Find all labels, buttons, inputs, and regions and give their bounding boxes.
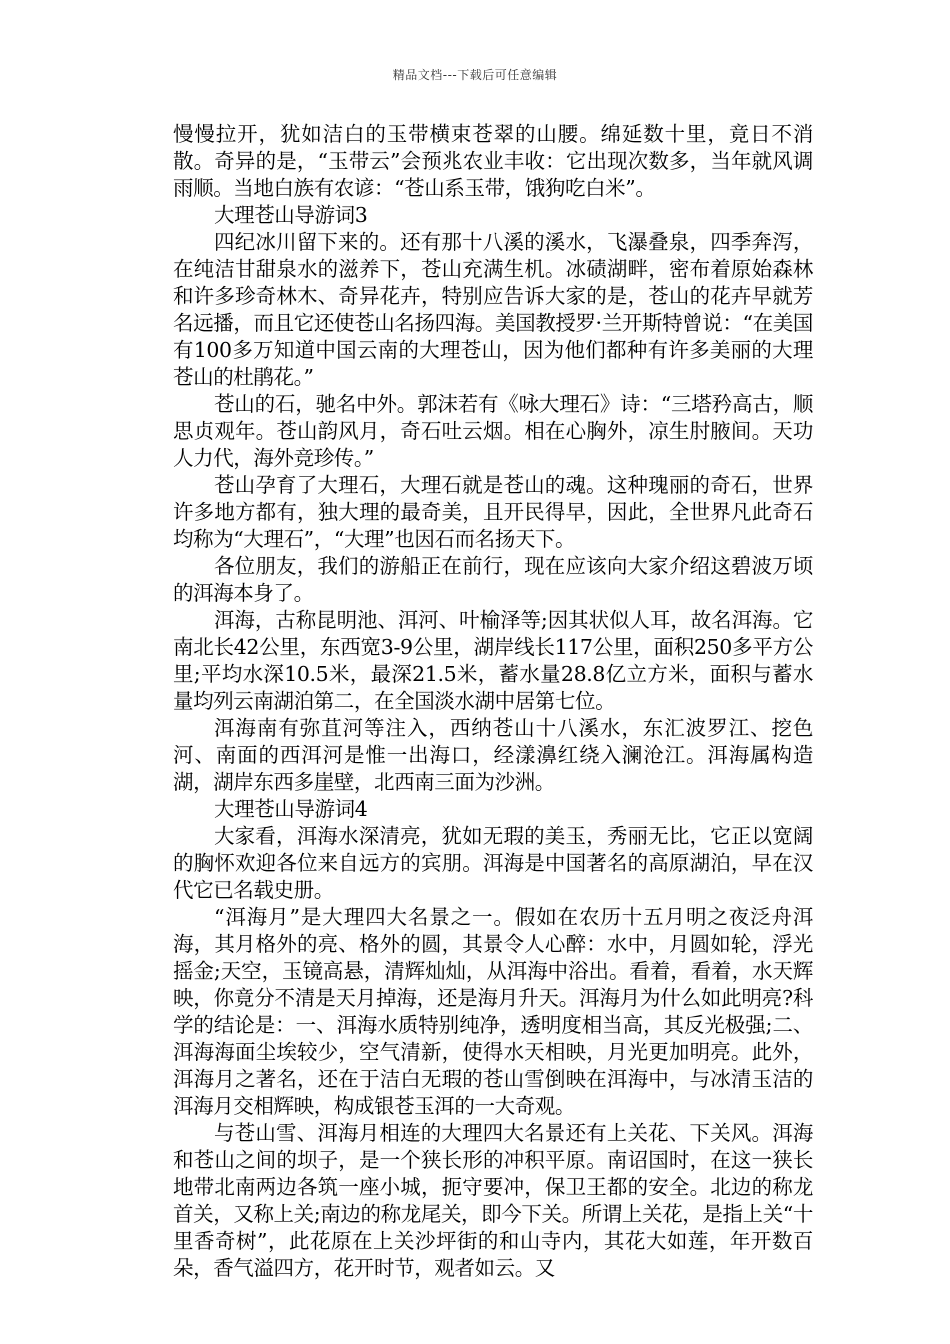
paragraph: 各位朋友，我们的游船正在前行，现在应该向大家介绍这碧波万顷的洱海本身了。 <box>173 554 813 605</box>
section-heading: 大理苍山导游词4 <box>214 797 368 821</box>
paragraph: 洱海，古称昆明池、洱河、叶榆泽等;因其状似人耳，故名洱海。它南北长42公里，东西宽3-9公里，湖岸线长117公里，面积250多平方公里;平均水深10.5米，最深21.5米，蓄水量28.8亿立方米，面积与蓄水量均列云南湖泊第二，在全国淡水湖中居第七位。 <box>173 608 813 713</box>
paragraph: 大家看，洱海水深清亮，犹如无瑕的美玉，秀丽无比，它正以宽阔的胸怀欢迎各位来自远方的宾朋。洱海是中国著名的高原湖泊，早在汉代它已名载史册。 <box>173 824 813 902</box>
paragraph: 苍山的石，驰名中外。郭沫若有《咏大理石》诗：“三塔矜高古，顺思贞观年。苍山韵风月，奇石吐云烟。相在心胸外，凉生肘腋间。天功人力代，海外竞珍传。” <box>173 392 813 470</box>
paragraph: 慢慢拉开，犹如洁白的玉带横束苍翠的山腰。绵延数十里，竟日不消散。奇异的是，“玉带云”会预兆农业丰收：它出现次数多，当年就风调雨顺。当地白族有农谚：“苍山系玉带，饿狗吃白米”。 <box>173 122 813 200</box>
paragraph: 苍山孕育了大理石，大理石就是苍山的魂。这种瑰丽的奇石，世界许多地方都有，独大理的最奇美，且开民得早，因此，全世界凡此奇石均称为“大理石”，“大理”也因石而名扬天下。 <box>173 473 813 551</box>
document-body <box>173 121 813 1282</box>
paragraph: 洱海南有弥苴河等注入，西纳苍山十八溪水，东汇波罗江、挖色河、南面的西洱河是惟一出海口，经漾濞红绕入澜沧江。洱海属构造湖，湖岸东西多崖壁，北西南三面为沙洲。 <box>173 716 813 794</box>
paragraph: 四纪冰川留下来的。还有那十八溪的溪水，飞瀑叠泉，四季奔泻，在纯洁甘甜泉水的滋养下，苍山充满生机。冰碛湖畔，密布着原始森林和许多珍奇林木、奇异花卉，特别应告诉大家的是，苍山的花卉早就芳名远播，而且它还使苍山名扬四海。美国教授罗·兰开斯特曾说：“在美国有100多万知道中国云南的大理苍山，因为他们都种有许多美丽的大理苍山的杜鹃花。” <box>173 230 813 389</box>
paragraph: “洱海月”是大理四大名景之一。假如在农历十五月明之夜泛舟洱海，其月格外的亮、格外的圆，其景令人心醉：水中，月圆如轮，浮光摇金;天空，玉镜高悬，清辉灿灿，从洱海中浴出。看着，看着，水天辉映，你竟分不清是天月掉海，还是海月升天。洱海月为什么如此明亮?科学的结论是：一、洱海水质特别纯净，透明度相当高，其反光极强;二、洱海海面尘埃较少，空气清新，使得水天相映，月光更加明亮。此外，洱海月之著名，还在于洁白无瑕的苍山雪倒映在洱海中，与冰清玉洁的洱海月交相辉映，构成银苍玉洱的一大奇观。 <box>173 905 813 1118</box>
page-header: 精品文档---下载后可任意编辑 <box>392 68 558 82</box>
section-heading: 大理苍山导游词3 <box>214 203 368 227</box>
paragraph: 与苍山雪、洱海月相连的大理四大名景还有上关花、下关风。洱海和苍山之间的坝子，是一个狭长形的冲积平原。南诏国时，在这一狭长地带北南两边各筑一座小城，扼守要冲，保卫王都的安全。北边的称龙首关，又称上关;南边的称龙尾关，即今下关。所谓上关花，是指上关“十里香奇树”，此花原在上关沙坪街的和山寺内，其花大如莲，年开数百朵，香气溢四方，花开时节，观者如云。又 <box>173 1121 813 1280</box>
